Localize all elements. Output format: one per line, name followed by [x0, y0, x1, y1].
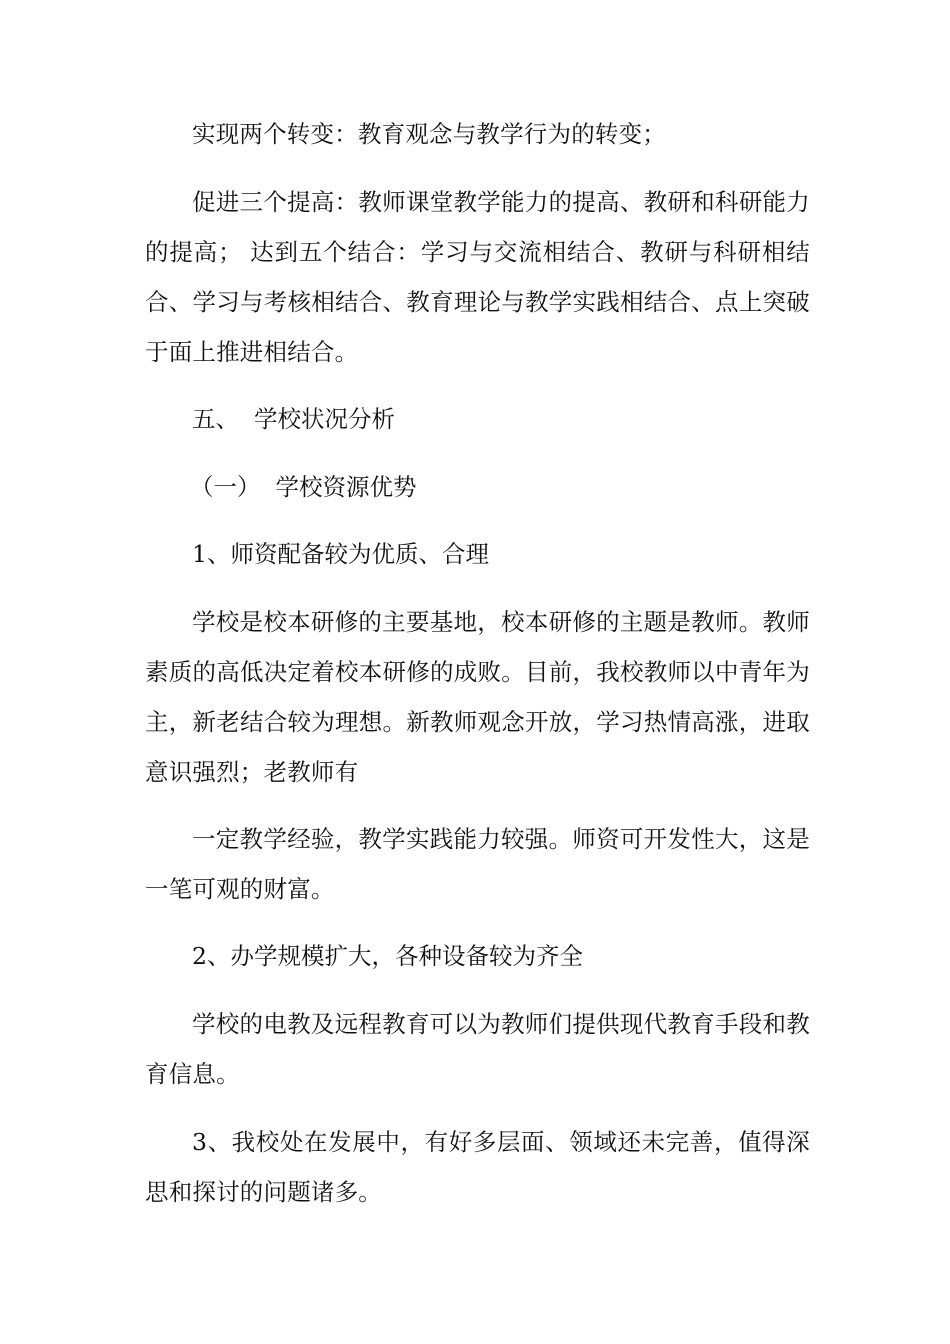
paragraph-teaching-experience: 一定教学经验，教学实践能力较强。师资可开发性大，这是一笔可观的财富。 [145, 825, 810, 903]
paragraph-teacher-quality: 学校是校本研修的主要基地，校本研修的主题是教师。教师素质的高低决定着校本研修的成败。目前，我校教师以中青年为主，新老结合较为理想。新教师观念开放，学习热情高涨，进取意识强烈；老教师有 [145, 608, 810, 786]
subsection-heading-resource-advantages: （一） 学校资源优势 [190, 473, 417, 501]
paragraph-distance-education: 学校的电教及远程教育可以为教师们提供现代教育手段和教育信息。 [145, 1010, 810, 1088]
list-item-school-scale: 2、办学规模扩大，各种设备较为齐全 [192, 942, 583, 970]
paragraph-three-improvements-five-combinations: 促进三个提高：教师课堂教学能力的提高、教研和科研能力的提高； 达到五个结合：学习与交流相结合、教研与科研相结合、学习与考核相结合、教育理论与教学实践相结合、点上突破于面上推进相结合。 [145, 188, 810, 366]
paragraph-two-transformations: 实现两个转变：教育观念与教学行为的转变； [192, 120, 666, 148]
list-item-teacher-staffing: 1、师资配备较为优质、合理 [192, 540, 489, 568]
section-heading-school-analysis: 五、 学校状况分析 [192, 405, 395, 433]
list-item-school-development: 3、我校处在发展中，有好多层面、领域还未完善，值得深思和探讨的问题诸多。 [145, 1128, 810, 1206]
